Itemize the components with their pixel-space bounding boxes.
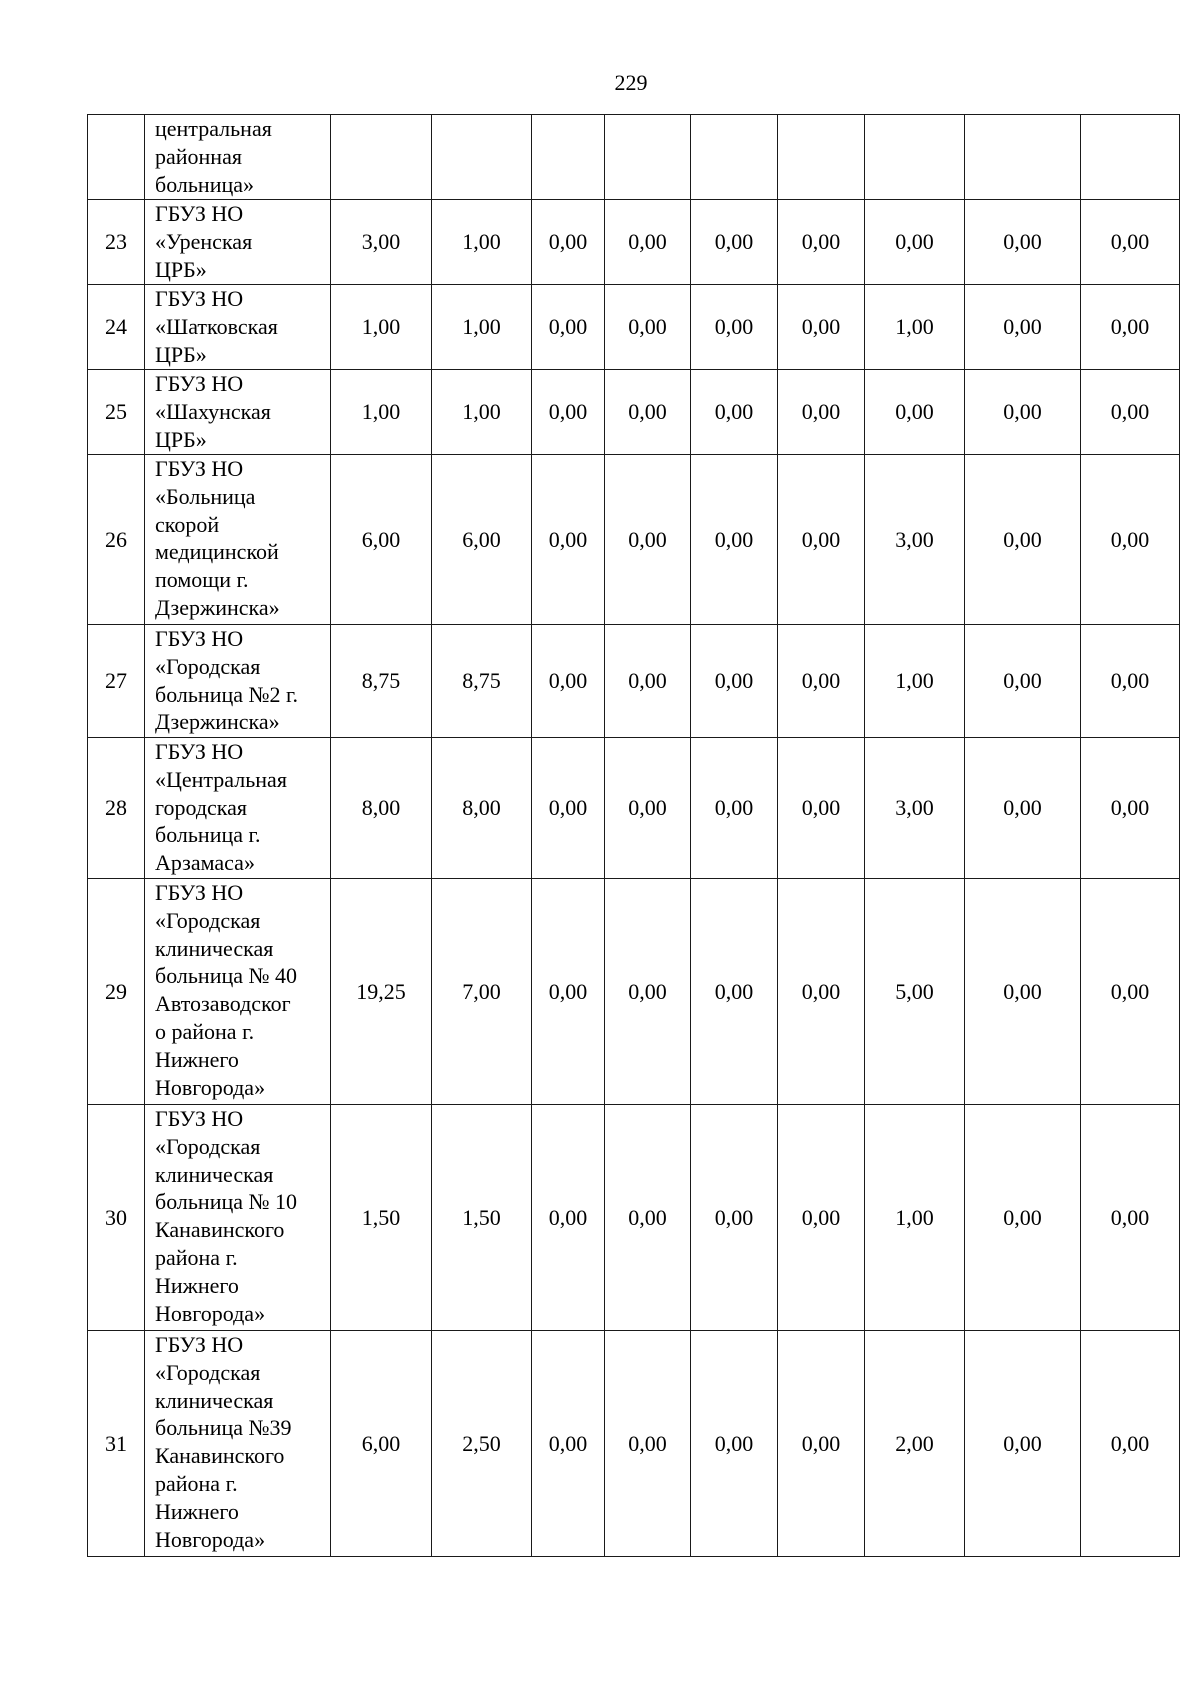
institution-name-line: ГБУЗ НО xyxy=(155,880,244,905)
table-row xyxy=(88,455,1180,625)
value-cell: 5,00 xyxy=(865,879,965,1105)
value-cell: 0,00 xyxy=(532,285,605,370)
institution-name-line: районная xyxy=(155,143,242,169)
institution-name-line: Нижнего xyxy=(155,1498,239,1524)
value-cell: 1,00 xyxy=(865,285,965,370)
institution-name-line: «Городская xyxy=(155,653,261,679)
institution-name-line: больница №2 г. xyxy=(155,681,299,707)
value-cell xyxy=(331,115,432,200)
value-cell xyxy=(865,115,965,200)
value-cell xyxy=(432,115,532,200)
page-number: 229 xyxy=(614,70,648,95)
institution-name-line: ГБУЗ НО xyxy=(155,626,244,651)
institution-name-line: больница № 40 xyxy=(155,963,297,989)
value-cell: 0,00 xyxy=(965,738,1081,879)
value-cell: 1,50 xyxy=(331,1105,432,1331)
value-cell: 0,00 xyxy=(532,370,605,455)
institution-name-line: центральная xyxy=(155,116,272,141)
table-row xyxy=(88,1331,1180,1557)
value-cell: 19,25 xyxy=(331,879,432,1105)
value-cell xyxy=(1081,115,1180,200)
row-number-cell: 29 xyxy=(88,879,145,1105)
row-number-cell: 28 xyxy=(88,738,145,879)
institution-name-line: Дзержинска» xyxy=(155,709,280,735)
table-row xyxy=(88,879,1180,1105)
value-cell: 0,00 xyxy=(965,370,1081,455)
value-cell: 0,00 xyxy=(691,879,778,1105)
institution-name-cell xyxy=(145,455,331,625)
institution-name-line: клиническая xyxy=(155,1161,274,1187)
institution-name-line: «Уренская xyxy=(155,228,253,254)
value-cell: 0,00 xyxy=(532,1105,605,1331)
value-cell: 0,00 xyxy=(965,455,1081,625)
value-cell: 0,00 xyxy=(532,200,605,285)
value-cell: 0,00 xyxy=(965,1105,1081,1331)
value-cell: 3,00 xyxy=(331,200,432,285)
table-row xyxy=(88,738,1180,879)
institution-name-line: «Больница xyxy=(155,483,256,509)
institution-name-cell xyxy=(145,200,331,285)
value-cell: 6,00 xyxy=(432,455,532,625)
value-cell xyxy=(778,115,865,200)
institution-name-line: ГБУЗ НО xyxy=(155,371,244,396)
value-cell: 0,00 xyxy=(1081,738,1180,879)
table-row xyxy=(88,625,1180,738)
row-number-cell: 30 xyxy=(88,1105,145,1331)
value-cell: 0,00 xyxy=(1081,200,1180,285)
institution-name-cell xyxy=(145,1331,331,1557)
institution-name-line: Автозаводског xyxy=(155,991,291,1017)
institution-name-line: медицинской xyxy=(155,539,279,565)
row-number-cell: 26 xyxy=(88,455,145,625)
institution-name-cell xyxy=(145,370,331,455)
value-cell: 1,00 xyxy=(432,200,532,285)
value-cell: 0,00 xyxy=(865,370,965,455)
row-number-cell: 23 xyxy=(88,200,145,285)
table-row xyxy=(88,285,1180,370)
value-cell: 0,00 xyxy=(778,738,865,879)
value-cell: 1,00 xyxy=(331,370,432,455)
institution-name-line: ГБУЗ НО xyxy=(155,201,244,226)
institution-name-line: Новгорода» xyxy=(155,1526,266,1552)
value-cell: 0,00 xyxy=(532,455,605,625)
value-cell: 1,00 xyxy=(432,285,532,370)
value-cell: 0,00 xyxy=(605,879,691,1105)
value-cell: 0,00 xyxy=(691,738,778,879)
value-cell: 0,00 xyxy=(532,879,605,1105)
value-cell xyxy=(605,115,691,200)
value-cell: 3,00 xyxy=(865,455,965,625)
table-row xyxy=(88,1105,1180,1331)
institution-name-line: Новгорода» xyxy=(155,1074,266,1100)
value-cell: 0,00 xyxy=(778,200,865,285)
value-cell: 2,50 xyxy=(432,1331,532,1557)
institution-name-cell xyxy=(145,625,331,738)
institution-name-cell xyxy=(145,115,331,200)
institution-name-line: Дзержинска» xyxy=(155,594,280,620)
institution-name-line: о района г. xyxy=(155,1018,255,1044)
value-cell: 0,00 xyxy=(1081,370,1180,455)
institution-name-line: Арзамаса» xyxy=(155,850,255,876)
value-cell: 0,00 xyxy=(691,285,778,370)
table-row xyxy=(88,200,1180,285)
institution-name-line: района г. xyxy=(155,1470,238,1496)
row-number-cell: 31 xyxy=(88,1331,145,1557)
value-cell: 6,00 xyxy=(331,455,432,625)
value-cell: 8,00 xyxy=(432,738,532,879)
table-body xyxy=(88,115,1180,1557)
value-cell: 0,00 xyxy=(532,1331,605,1557)
institution-name-line: ЦРБ» xyxy=(155,256,207,282)
value-cell: 0,00 xyxy=(532,625,605,738)
data-table xyxy=(87,114,1180,1557)
institution-name-line: ГБУЗ НО xyxy=(155,286,244,311)
institution-name-line: «Шатковская xyxy=(155,313,278,339)
value-cell: 8,75 xyxy=(432,625,532,738)
institution-name-line: больница» xyxy=(155,171,254,197)
institution-name-line: ГБУЗ НО xyxy=(155,456,244,481)
table-row xyxy=(88,370,1180,455)
value-cell: 0,00 xyxy=(965,625,1081,738)
institution-name-line: «Городская xyxy=(155,1133,261,1159)
institution-name-cell xyxy=(145,738,331,879)
institution-name-line: «Городская xyxy=(155,1359,261,1385)
value-cell: 0,00 xyxy=(691,455,778,625)
value-cell: 0,00 xyxy=(605,1105,691,1331)
value-cell: 0,00 xyxy=(965,200,1081,285)
value-cell: 0,00 xyxy=(605,285,691,370)
value-cell: 0,00 xyxy=(691,1331,778,1557)
institution-name-line: городская xyxy=(155,794,248,820)
value-cell: 1,00 xyxy=(865,625,965,738)
institution-name-line: «Центральная xyxy=(155,766,287,792)
value-cell: 0,00 xyxy=(778,370,865,455)
value-cell: 0,00 xyxy=(1081,1105,1180,1331)
institution-name-line: района г. xyxy=(155,1244,238,1270)
institution-name-line: Нижнего xyxy=(155,1046,239,1072)
institution-name-line: «Городская xyxy=(155,907,261,933)
value-cell: 0,00 xyxy=(778,455,865,625)
value-cell: 1,50 xyxy=(432,1105,532,1331)
value-cell: 0,00 xyxy=(605,455,691,625)
value-cell xyxy=(691,115,778,200)
institution-name-cell xyxy=(145,285,331,370)
value-cell: 8,75 xyxy=(331,625,432,738)
value-cell: 0,00 xyxy=(691,1105,778,1331)
value-cell: 0,00 xyxy=(965,285,1081,370)
institution-name-cell xyxy=(145,879,331,1105)
value-cell: 0,00 xyxy=(1081,285,1180,370)
institution-name-line: Канавинского xyxy=(155,1217,285,1243)
row-number-cell: 24 xyxy=(88,285,145,370)
value-cell: 0,00 xyxy=(1081,1331,1180,1557)
value-cell: 0,00 xyxy=(605,738,691,879)
value-cell: 0,00 xyxy=(778,625,865,738)
value-cell: 0,00 xyxy=(691,625,778,738)
value-cell: 0,00 xyxy=(778,1105,865,1331)
value-cell xyxy=(965,115,1081,200)
value-cell: 1,00 xyxy=(432,370,532,455)
row-number-cell xyxy=(88,115,145,200)
institution-name-line: Нижнего xyxy=(155,1272,239,1298)
value-cell: 0,00 xyxy=(965,1331,1081,1557)
value-cell: 1,00 xyxy=(331,285,432,370)
institution-name-line: Канавинского xyxy=(155,1443,285,1469)
value-cell: 0,00 xyxy=(1081,879,1180,1105)
value-cell: 3,00 xyxy=(865,738,965,879)
value-cell: 7,00 xyxy=(432,879,532,1105)
row-number-cell: 25 xyxy=(88,370,145,455)
value-cell: 0,00 xyxy=(965,879,1081,1105)
institution-name-line: «Шахунская xyxy=(155,398,271,424)
value-cell: 0,00 xyxy=(532,738,605,879)
value-cell: 0,00 xyxy=(1081,455,1180,625)
value-cell: 0,00 xyxy=(778,285,865,370)
table-row xyxy=(88,115,1180,200)
institution-name-line: больница № 10 xyxy=(155,1189,297,1215)
value-cell: 0,00 xyxy=(605,370,691,455)
value-cell: 0,00 xyxy=(865,200,965,285)
institution-name-line: клиническая xyxy=(155,1387,274,1413)
institution-name-line: ГБУЗ НО xyxy=(155,1106,244,1131)
institution-name-line: ЦРБ» xyxy=(155,426,207,452)
institution-name-line: ГБУЗ НО xyxy=(155,1332,244,1357)
institution-name-line: больница г. xyxy=(155,822,261,848)
value-cell xyxy=(532,115,605,200)
value-cell: 1,00 xyxy=(865,1105,965,1331)
value-cell: 0,00 xyxy=(778,1331,865,1557)
institution-name-line: скорой xyxy=(155,511,220,537)
institution-name-line: Новгорода» xyxy=(155,1300,266,1326)
value-cell: 0,00 xyxy=(1081,625,1180,738)
value-cell: 0,00 xyxy=(605,1331,691,1557)
value-cell: 0,00 xyxy=(605,625,691,738)
value-cell: 6,00 xyxy=(331,1331,432,1557)
institution-name-cell xyxy=(145,1105,331,1331)
value-cell: 0,00 xyxy=(691,370,778,455)
value-cell: 8,00 xyxy=(331,738,432,879)
row-number-cell: 27 xyxy=(88,625,145,738)
institution-name-line: клиническая xyxy=(155,935,274,961)
institution-name-line: ЦРБ» xyxy=(155,341,207,367)
value-cell: 2,00 xyxy=(865,1331,965,1557)
institution-name-line: ГБУЗ НО xyxy=(155,739,244,764)
institution-name-line: больница №39 xyxy=(155,1415,292,1441)
value-cell: 0,00 xyxy=(778,879,865,1105)
value-cell: 0,00 xyxy=(691,200,778,285)
institution-name-line: помощи г. xyxy=(155,567,249,593)
value-cell: 0,00 xyxy=(605,200,691,285)
